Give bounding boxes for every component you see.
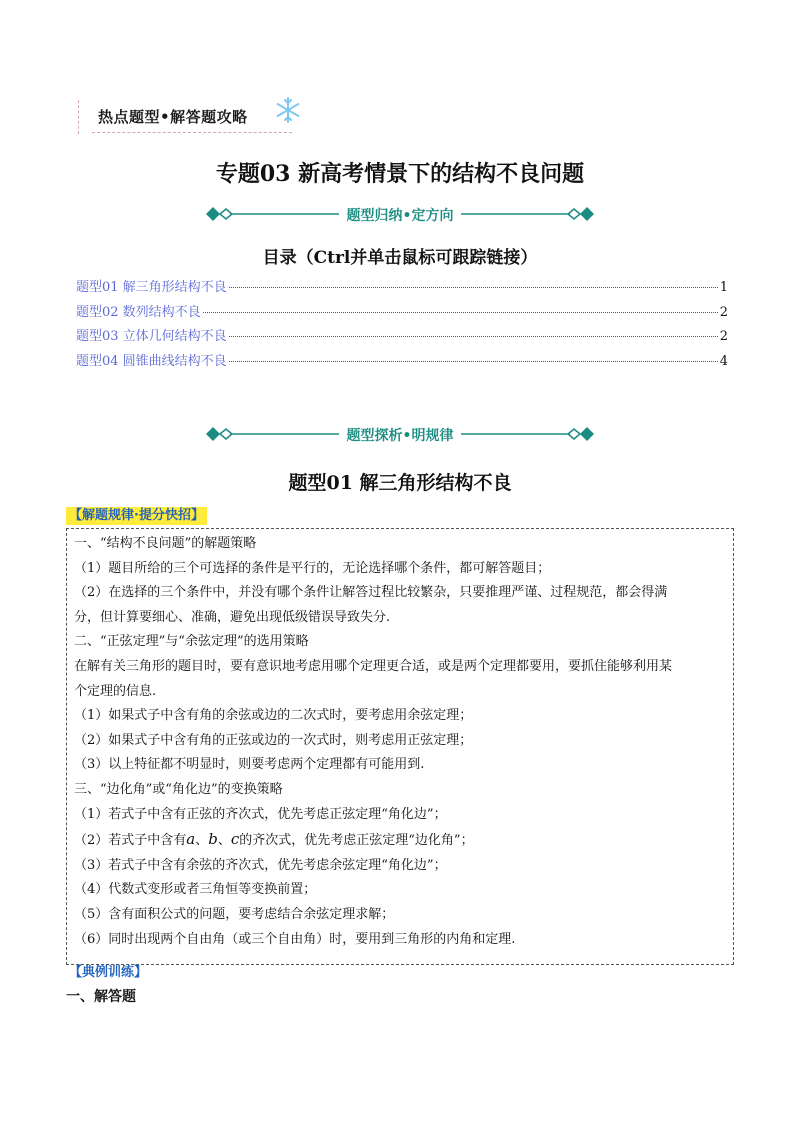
tips-line: 分，但计算要细心、准确，避免出现低级错误导致失分. <box>74 609 391 625</box>
toc-item[interactable] <box>76 325 728 350</box>
brand-text: 热点题型•解答题攻略 <box>98 108 248 126</box>
snowflake-icon <box>274 96 302 124</box>
section-banner-analysis <box>206 423 594 447</box>
tips-line: 一、“结构不良问题”的解题策略 <box>74 536 257 551</box>
toc-page: 2 <box>719 329 728 344</box>
toc-link[interactable]: 题型02 数列结构不良 <box>76 304 201 320</box>
toc-leader <box>203 312 718 313</box>
tips-tag: 【解题规律·提分快招】 <box>66 507 207 525</box>
tips-line: （3）若式子中含有余弦的齐次式，优先考虑余弦定理“角化边”； <box>74 857 447 873</box>
tips-line: 个定理的信息. <box>74 683 157 699</box>
example-tag: 【典例训练】 <box>69 965 148 980</box>
toc-link[interactable]: 题型04 圆锥曲线结构不良 <box>76 353 227 369</box>
banner-label: 题型归纳•定方向 <box>339 208 462 224</box>
tips-sep: 、 <box>217 833 231 849</box>
toc-page: 1 <box>719 280 728 295</box>
tips-line: 三、“边化角”或“角化边”的变换策略 <box>74 781 283 797</box>
tips-line: （4）代数式变形或者三角恒等变换前置； <box>74 882 317 898</box>
section-banner-summary <box>206 203 594 227</box>
math-var-a: a <box>186 830 196 849</box>
page-title: 专题03 新高考情景下的结构不良问题 <box>215 161 585 187</box>
toc-item[interactable] <box>76 350 728 375</box>
banner-label: 题型探析•明规律 <box>339 428 462 444</box>
tips-line: （6）同时出现两个自由角（或三个自由角）时，要用到三角形的内角和定理. <box>74 931 516 947</box>
tips-text: （2）若式子中含有 <box>74 833 187 849</box>
tips-line: （1）题目所给的三个可选择的条件是平行的，无论选择哪个条件，都可解答题目； <box>74 560 551 576</box>
toc-item[interactable] <box>76 301 728 326</box>
toc-link[interactable]: 题型03 立体几何结构不良 <box>76 329 227 344</box>
toc-heading: 目录（Ctrl并单击鼠标可跟踪链接） <box>262 248 538 268</box>
tips-line: 二、“正弦定理”与“余弦定理”的选用策略 <box>74 634 309 650</box>
tips-content <box>74 532 724 952</box>
tips-line: （2）如果式子中含有角的正弦或边的一次式时，则考虑用正弦定理； <box>74 732 473 748</box>
tips-line: （2）在选择的三个条件中，并没有哪个条件让解答过程比较繁杂，只要推理严谨、过程规范，都会得满 <box>74 585 668 601</box>
math-var-b: b <box>208 830 218 849</box>
tips-line: （5）含有面积公式的问题，要考虑结合余弦定理求解； <box>74 906 395 922</box>
math-var-c: c <box>230 830 240 849</box>
tips-line <box>74 827 724 854</box>
toc-link[interactable]: 题型01 解三角形结构不良 <box>76 280 227 295</box>
sub-heading: 一、解答题 <box>66 989 136 1005</box>
toc-leader <box>229 287 718 288</box>
section-title: 题型01 解三角形结构不良 <box>288 472 512 494</box>
toc-page: 2 <box>719 304 728 320</box>
toc-item[interactable] <box>76 276 728 301</box>
tips-line: （1）如果式子中含有角的余弦或边的二次式时，要考虑用余弦定理； <box>74 708 473 724</box>
tips-text: 的齐次式，优先考虑正弦定理“边化角”； <box>239 833 474 849</box>
toc-leader <box>229 361 718 362</box>
tips-line: 在解有关三角形的题目时，要有意识地考虑用哪个定理更合适，或是两个定理都要用，要抓住能够利用某 <box>74 658 673 674</box>
toc-leader <box>229 336 718 337</box>
tips-sep: 、 <box>195 833 209 849</box>
toc-page: 4 <box>719 353 728 369</box>
table-of-contents <box>76 276 728 374</box>
brand-underline <box>92 132 292 134</box>
tips-line: （3）以上特征都不明显时，则要考虑两个定理都有可能用到. <box>74 757 425 773</box>
tips-line: （1）若式子中含有正弦的齐次式，优先考虑正弦定理“角化边”； <box>74 806 447 822</box>
brand-corner-line <box>78 100 89 134</box>
